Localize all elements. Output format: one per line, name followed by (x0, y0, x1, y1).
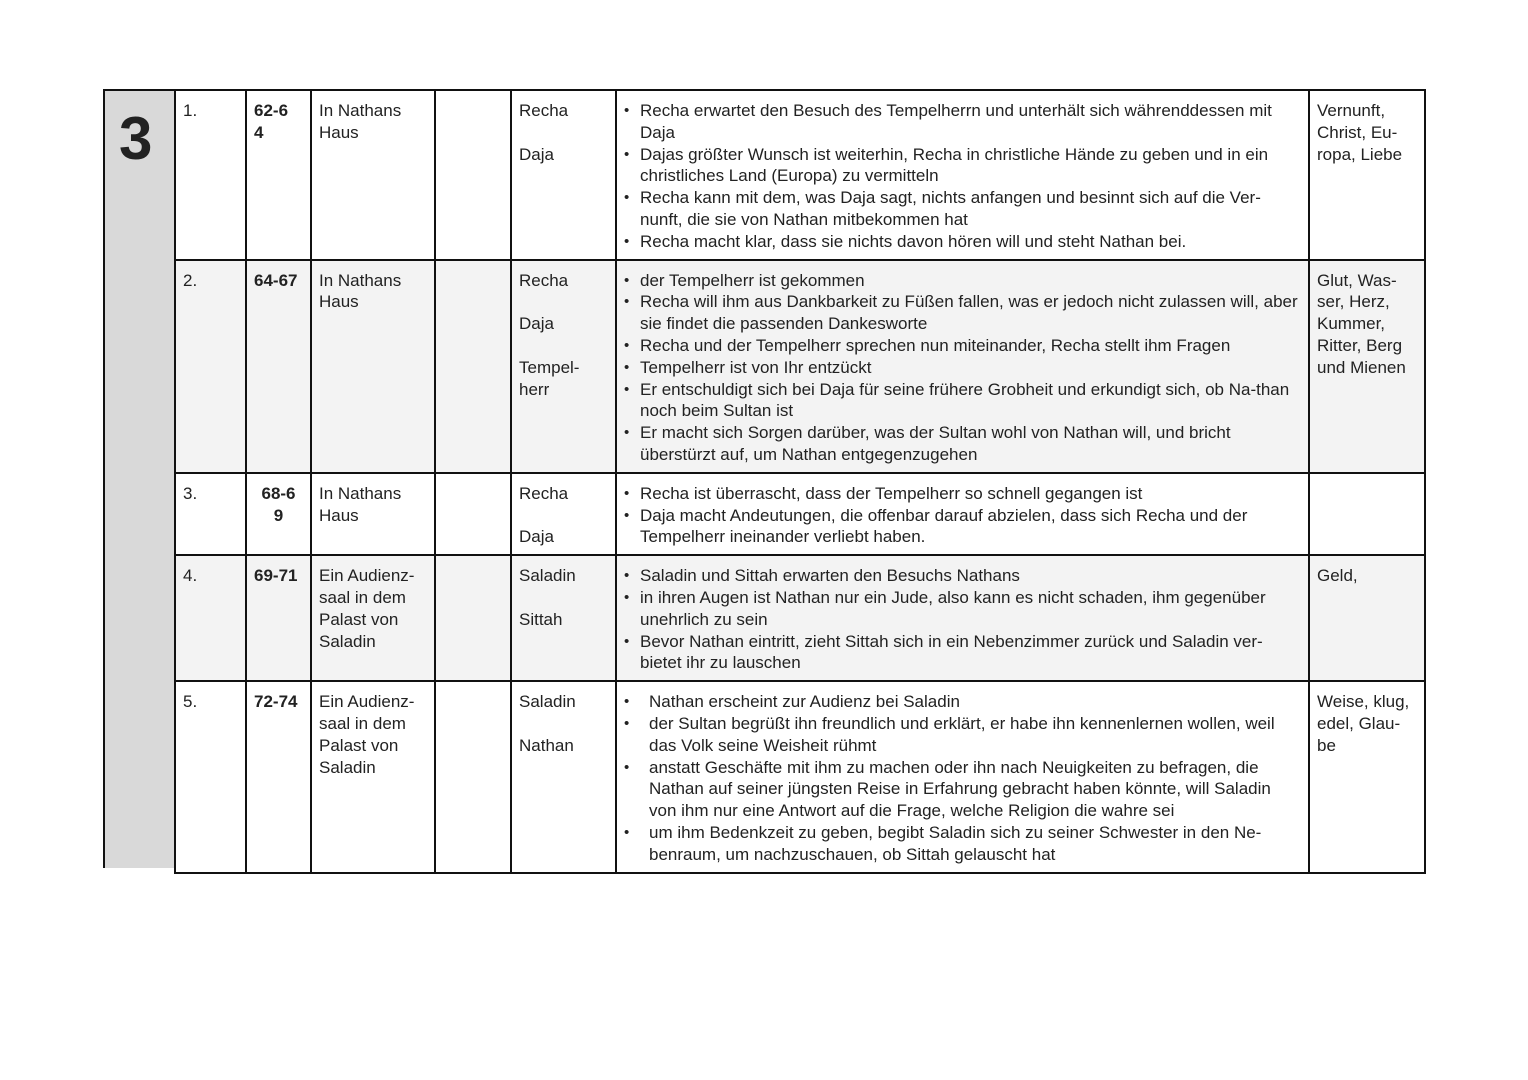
list-item: • anstatt Geschäfte mit ihm zu machen oder ihn nach Neuigkeiten zu befragen, die Nathan auf seiner jüngsten Reise in Erfahrung gebracht haben könnte, will Saladin von ihm nur eine Antwort auf die Frage, welche Religion die wahre sei (624, 757, 1301, 822)
list-item: • Nathan erscheint zur Audienz bei Saladin (624, 691, 1301, 713)
act-number: 3 (119, 105, 153, 172)
person: Daja (519, 314, 554, 334)
persons (511, 473, 616, 555)
events (616, 681, 1309, 872)
persons (511, 260, 616, 473)
page-range: 69-71 (246, 555, 311, 681)
table-row (175, 473, 1425, 555)
motifs: Glut, Was- ser, Herz, Kummer, Ritter, Berg und Mienen (1309, 260, 1425, 473)
persons (511, 681, 616, 872)
empty-cell (435, 90, 511, 260)
person: Sittah (519, 609, 563, 629)
location: In Nathans Haus (311, 260, 435, 473)
events (616, 260, 1309, 473)
empty-cell (435, 555, 511, 681)
scene-number: 4. (175, 555, 246, 681)
act-column (103, 89, 174, 868)
location: Ein Audienz- saal in dem Palast von Saladin (311, 555, 435, 681)
list-item: • Bevor Nathan eintritt, zieht Sittah sich in ein Nebenzimmer zurück und Saladin ver-bietet ihr zu lauschen (624, 631, 1301, 675)
list-item: • Er entschuldigt sich bei Daja für seine frühere Grobheit und erkundigt sich, ob Na-than noch beim Sultan ist (624, 379, 1301, 423)
events (616, 555, 1309, 681)
location: In Nathans Haus (311, 90, 435, 260)
person: Daja (519, 527, 554, 547)
list-item: • Recha ist überrascht, dass der Tempelherr so schnell gegangen ist (624, 483, 1301, 505)
list-item: • Recha macht klar, dass sie nichts davon hören will und steht Nathan bei. (624, 231, 1301, 253)
person: Tempel- herr (519, 357, 580, 399)
table-row (175, 260, 1425, 473)
page-range: 68-6 9 (246, 473, 311, 555)
page-range: 64-67 (246, 260, 311, 473)
table-row (175, 90, 1425, 260)
list-item: • Dajas größter Wunsch ist weiterhin, Recha in christliche Hände zu geben und in ein christliches Land (Europa) zu vermitteln (624, 144, 1301, 188)
list-item: • Recha will ihm aus Dankbarkeit zu Füßen fallen, was er jedoch nicht zulassen will, aber sie findet die passenden Dankesworte (624, 291, 1301, 335)
scene-number: 5. (175, 681, 246, 872)
person: Recha (519, 101, 569, 120)
persons (511, 90, 616, 260)
motifs: Geld, (1309, 555, 1425, 681)
location: In Nathans Haus (311, 473, 435, 555)
location: Ein Audienz- saal in dem Palast von Saladin (311, 681, 435, 872)
list-item: • Tempelherr ist von Ihr entzückt (624, 357, 1301, 379)
person: Saladin (519, 566, 576, 586)
persons (511, 555, 616, 681)
table-row (175, 681, 1425, 872)
list-item: • Recha kann mit dem, was Daja sagt, nichts anfangen und besinnt sich auf die Ver-nunft, die sie von Nathan mitbekommen hat (624, 187, 1301, 231)
list-item: • Daja macht Andeutungen, die offenbar darauf abzielen, dass sich Recha und der Tempelherr ineinander verliebt haben. (624, 505, 1301, 549)
person: Recha (519, 483, 569, 503)
list-item: • Recha und der Tempelherr sprechen nun miteinander, Recha stellt ihm Fragen (624, 335, 1301, 357)
list-item: • Saladin und Sittah erwarten den Besuchs Nathans (624, 565, 1301, 587)
events (616, 473, 1309, 555)
page-range: 72-74 (246, 681, 311, 872)
list-item: • um ihm Bedenkzeit zu geben, begibt Saladin sich zu seiner Schwester in den Ne-benraum, um nachzuschauen, ob Sittah gelauscht hat (624, 822, 1301, 866)
scene-number: 2. (175, 260, 246, 473)
list-item: • der Tempelherr ist gekommen (624, 270, 1301, 292)
list-item: • der Sultan begrüßt ihn freundlich und erklärt, er habe ihn kennenlernen wollen, weil das Volk seine Weisheit rühmt (624, 713, 1301, 757)
list-item: • in ihren Augen ist Nathan nur ein Jude, also kann es nicht schaden, ihm gegenüber unehrlich zu sein (624, 587, 1301, 631)
empty-cell (435, 681, 511, 872)
list-item: • Er macht sich Sorgen darüber, was der Sultan wohl von Nathan will, und bricht überstürzt auf, um Nathan entgegenzugehen (624, 422, 1301, 466)
empty-cell (435, 260, 511, 473)
events (616, 90, 1309, 260)
motifs (1309, 473, 1425, 555)
person: Daja (519, 144, 554, 164)
motifs: Weise, klug, edel, Glau- be (1309, 681, 1425, 872)
list-item: • Recha erwartet den Besuch des Tempelherrn und unterhält sich währenddessen mit Daja (624, 100, 1301, 144)
scene-number: 3. (175, 473, 246, 555)
motifs: Vernunft, Christ, Eu- ropa, Liebe (1309, 90, 1425, 260)
page-range: 62-6 4 (246, 90, 311, 260)
table-row (175, 555, 1425, 681)
person: Recha (519, 270, 569, 290)
person: Nathan (519, 735, 574, 755)
scene-table (174, 89, 1426, 874)
empty-cell (435, 473, 511, 555)
person: Saladin (519, 692, 576, 712)
scene-number: 1. (175, 90, 246, 260)
